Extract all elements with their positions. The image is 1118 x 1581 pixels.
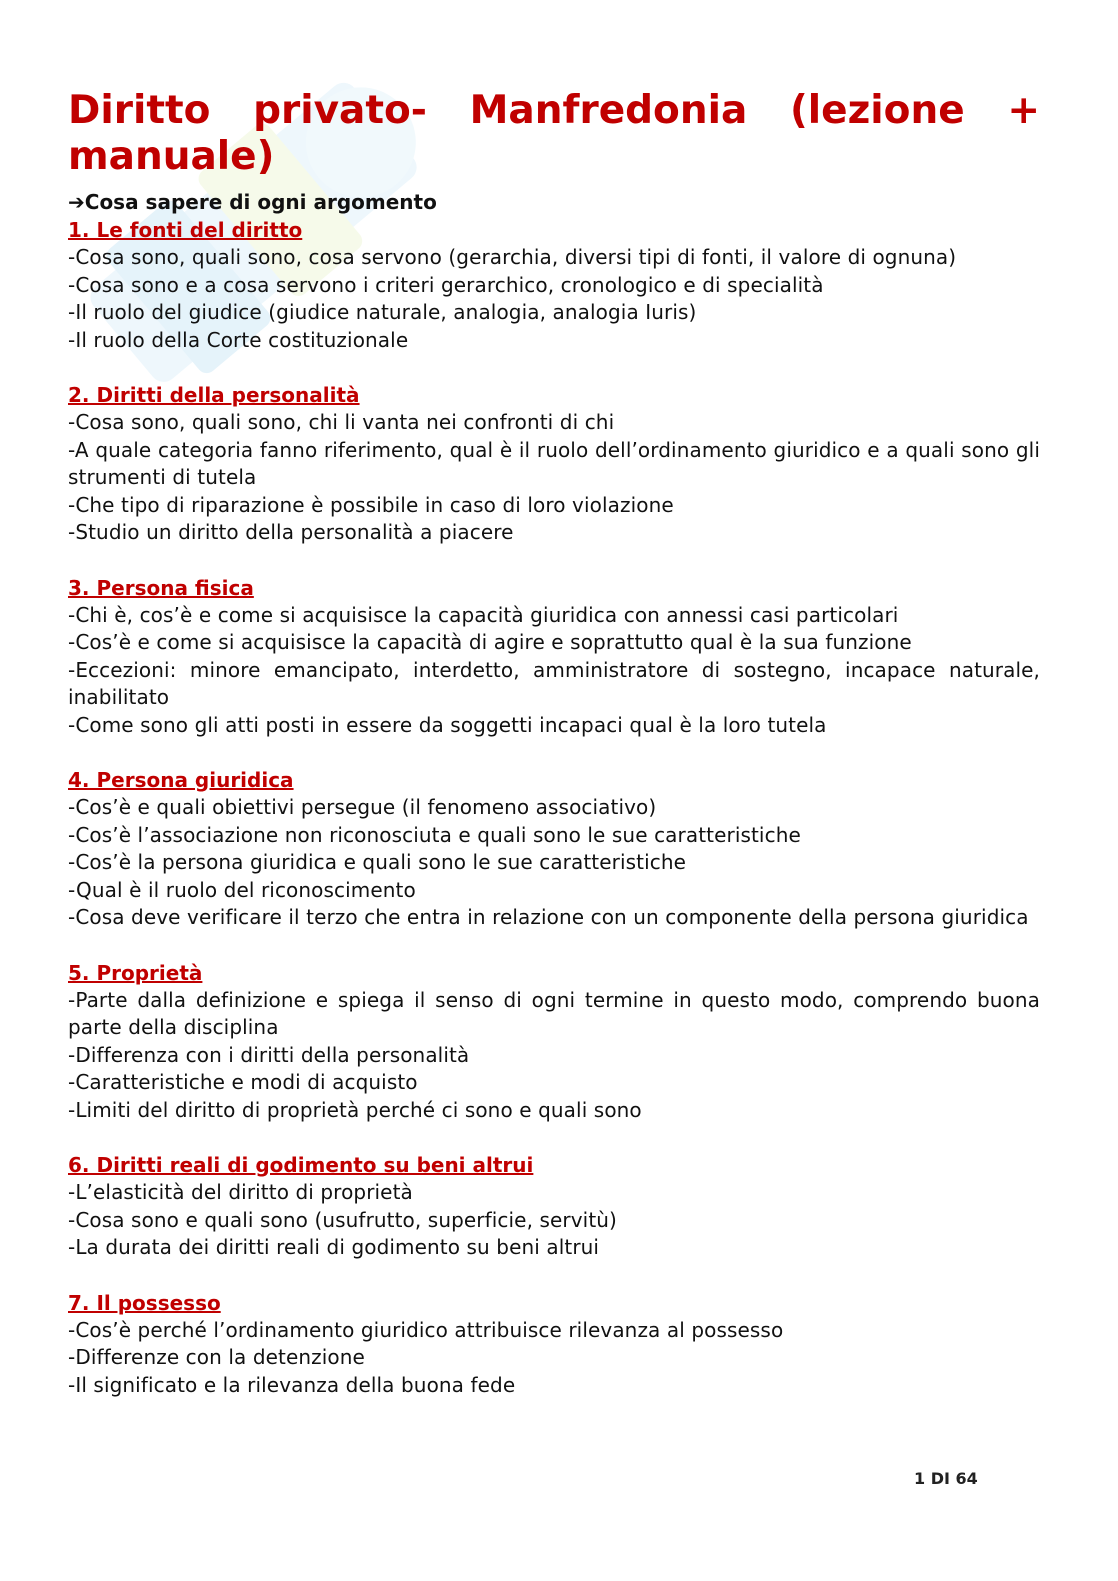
- section-item: -Eccezioni: minore emancipato, interdetto, amministratore di sostegno, incapace naturale, inabilitato: [68, 657, 1040, 709]
- section-item: -Differenza con i diritti della personalità: [68, 1042, 470, 1067]
- section-item: -Il ruolo del giudice (giudice naturale, analogia, analogia Iuris): [68, 300, 697, 324]
- section-item: -Qual è il ruolo del riconoscimento: [68, 877, 416, 902]
- section-title: 4. Persona giuridica: [68, 768, 294, 792]
- section-item: -Cos’è e quali obiettivi persegue (il fenomeno associativo): [68, 795, 657, 819]
- section: [68, 959, 1040, 1125]
- section: [68, 574, 1040, 740]
- section-item: -Limiti del diritto di proprietà perché ci sono e quali sono: [68, 1097, 642, 1122]
- section-item: -Chi è, cos’è e come si acquisisce la capacità giuridica con annessi casi particolari: [68, 602, 899, 627]
- section-item: -Cos’è perché l’ordinamento giuridico attribuisce rilevanza al possesso: [68, 1317, 784, 1342]
- section-title: 6. Diritti reali di godimento su beni altrui: [68, 1153, 534, 1177]
- arrow-right-icon: ➔: [68, 190, 85, 214]
- section-item: -Studio un diritto della personalità a piacere: [68, 520, 514, 544]
- section-item: -Che tipo di riparazione è possibile in caso di loro violazione: [68, 492, 674, 517]
- section-item: -Cosa sono, quali sono, chi li vanta nei confronti di chi: [68, 410, 615, 434]
- document-subtitle: [68, 188, 1040, 216]
- sections-list: [68, 216, 1040, 1399]
- section: [68, 381, 1040, 547]
- section-item: -A quale categoria fanno riferimento, qual è il ruolo dell’ordinamento giuridico e a quali sono gli strumenti di tutela: [68, 437, 1040, 489]
- section-title: 3. Persona fisica: [68, 575, 254, 600]
- section: [68, 1151, 1040, 1262]
- section-item: -Cos’è e come si acquisisce la capacità di agire e soprattutto qual è la sua funzione: [68, 630, 912, 654]
- section-item: -L’elasticità del diritto di proprietà: [68, 1180, 413, 1204]
- section-item: -Il ruolo della Corte costituzionale: [68, 327, 409, 352]
- section-item: -Il significato e la rilevanza della buona fede: [68, 1372, 516, 1397]
- section-item: -Parte dalla definizione e spiega il senso di ogni termine in questo modo, comprendo buona parte della disciplina: [68, 987, 1040, 1039]
- section-item: -Cosa sono, quali sono, cosa servono (gerarchia, diversi tipi di fonti, il valore di ognuna): [68, 245, 957, 269]
- section-item: -Cosa sono e quali sono (usufrutto, superficie, servitù): [68, 1207, 617, 1232]
- document-title: Diritto privato- Manfredonia (lezione + manuale): [68, 88, 1040, 179]
- page-number: 1 DI 64: [914, 1469, 978, 1488]
- section-item: -Cos’è la persona giuridica e quali sono le sue caratteristiche: [68, 850, 687, 874]
- section-title: 7. Il possesso: [68, 1290, 221, 1315]
- section: [68, 216, 1040, 354]
- section-title: 1. Le fonti del diritto: [68, 218, 303, 242]
- section-item: -Caratteristiche e modi di acquisto: [68, 1070, 418, 1094]
- section-item: -Differenze con la detenzione: [68, 1345, 365, 1369]
- section: [68, 766, 1040, 932]
- section-item: -La durata dei diritti reali di godimento su beni altrui: [68, 1235, 600, 1259]
- section-title: 5. Proprietà: [68, 960, 203, 985]
- section-title: 2. Diritti della personalità: [68, 383, 360, 407]
- document-page: [68, 88, 1040, 1399]
- section-item: -Come sono gli atti posti in essere da soggetti incapaci qual è la loro tutela: [68, 712, 827, 737]
- section-item: -Cosa deve verificare il terzo che entra in relazione con un componente della persona giuridica: [68, 905, 1029, 929]
- section-item: -Cos’è l’associazione non riconosciuta e quali sono le sue caratteristiche: [68, 822, 801, 847]
- section-item: -Cosa sono e a cosa servono i criteri gerarchico, cronologico e di specialità: [68, 272, 824, 297]
- subtitle-text: Cosa sapere di ogni argomento: [84, 190, 437, 214]
- section: [68, 1289, 1040, 1400]
